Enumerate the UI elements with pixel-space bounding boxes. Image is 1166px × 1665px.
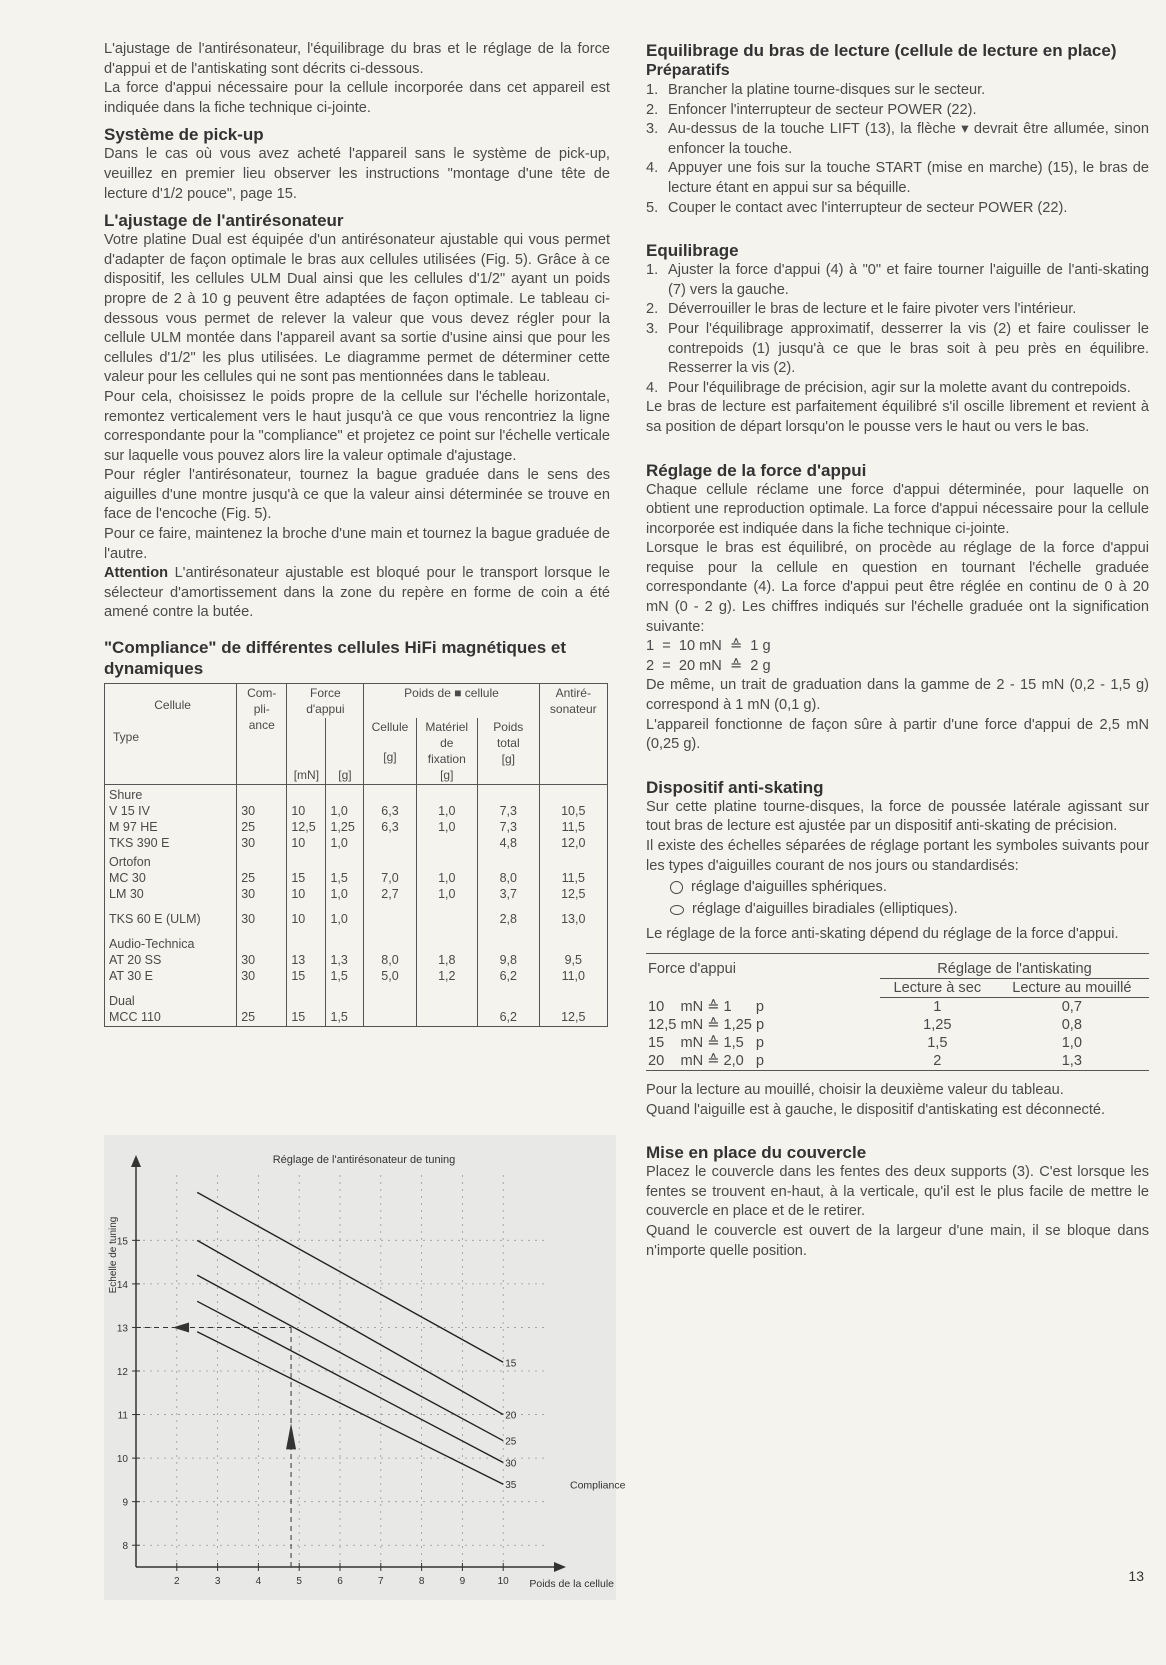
attention-label: Attention [104, 565, 169, 582]
tuning-chart [104, 1135, 626, 1600]
antiresonator-paragraph-1: Votre platine Dual est équipée d'un antirésonateur ajustable qui vous permet d'adapter de façon optimale le bras aux cellules utilisées (Fig. 5). Grâce à ce dispositif, les cellules ULM Dual ainsi que les cellules d'1/2" ayant un poids propre de 2 à 10 g peuvent être adaptées de façon optimale. Le tableau ci-dessous vous permet de relever la valeur que vous devez régler pour la cellule ULM montée dans l'appareil avant sa sortie d'usine ainsi que pour les cellules d'1/2" les plus utilisées. Le diagramme permet de déterminer cette valeur pour les cellules qui ne sont pas mentionnées dans le tableau. [104, 232, 610, 386]
cell-total: 9,8 6,2 [478, 928, 540, 985]
x-tick-label: 6 [337, 1576, 343, 1587]
cell-anti: 10,5 11,5 12,0 [539, 785, 607, 853]
unit-g: [g] [501, 752, 515, 767]
antiskating-table-row [646, 997, 1149, 1016]
anti-cell-sec: 1,25 [923, 1016, 952, 1033]
cell-mn: 10 [287, 903, 326, 928]
col-poids-total: Poids total [493, 720, 524, 751]
antiskating-paragraph-2: Il existe des échelles séparées de réglage portant les symboles suivants pour les types d'aiguilles courant de nos jours ou standardisés: [646, 838, 1149, 874]
list-item-text: Pour l'équilibrage approximatif, desserrer la vis (2) et faire coulisser le contrepoids (1) jusqu'à ce que le bras soit à peu près en équilibre. Resserrer la vis (2). [668, 320, 1149, 377]
page-number: 13 [1128, 1568, 1144, 1584]
cell-mn: 15 [287, 985, 326, 1027]
compliance-table-row [105, 852, 608, 903]
attention-text: L'antirésonateur ajustable est bloqué pour le transport lorsque le sélecteur d'amortissement dans la zone du repère en forme de coin a été amené contre la butée. [104, 565, 610, 621]
list-item [646, 300, 1149, 320]
attention-paragraph [104, 564, 610, 623]
cell-mat: 1,8 1,2 [416, 928, 478, 985]
x-tick-label: 8 [418, 1576, 425, 1587]
symbol-spherical-row [670, 878, 1149, 898]
y-tick-label: 14 [116, 1279, 128, 1291]
y-tick-label: 8 [122, 1541, 128, 1553]
cell-anti: 13,0 [539, 903, 607, 928]
list-item-text: Au-dessus de la touche LIFT (13), la flèche ▾ devrait être allumée, sinon enfoncer la touche. [668, 121, 1149, 157]
compliance-line-30 [197, 1301, 503, 1462]
preparation-list [646, 81, 1149, 218]
force-paragraph-3: De même, un trait de graduation dans la gamme de 2 - 15 mN (0,2 - 1,5 g) correspond à 1 mN (0,1 g). [646, 677, 1149, 714]
compliance-line-20 [197, 1240, 503, 1414]
col-antiresonateur: Antiré-sonateur [539, 684, 607, 785]
col-materiel: Matériel de fixation [425, 720, 469, 767]
col-force-mn: [mN] [287, 718, 326, 785]
pickup-paragraph: Dans le cas où vous avez acheté l'appareil sans le système de pick-up, veuillez en premier lieu observer les instructions "montage d'une tête de lecture d'1/2 pouce", page 15. [104, 146, 610, 202]
list-item-text: Déverrouiller le bras de lecture et le faire pivoter vers l'intérieur. [668, 301, 1077, 318]
spherical-symbol-icon [670, 881, 683, 894]
cell-comp: 25 30 [237, 852, 287, 903]
anti-col-force: Force d'appui [648, 961, 736, 978]
cell-total: 7,3 7,3 4,8 [478, 785, 540, 853]
cell-g: 1,5 [326, 985, 364, 1027]
example-left-arrow-icon [173, 1322, 189, 1332]
x-tick-label: 7 [378, 1576, 384, 1587]
cell-mat: 1,0 1,0 [416, 852, 478, 903]
cell-mn: 15 10 [287, 852, 326, 903]
col-poids-cellule: Cellule [371, 720, 409, 735]
cell-cell: 7,0 2,7 [364, 852, 416, 903]
compliance-legend-label: Compliance [570, 1479, 626, 1492]
x-tick-label: 2 [174, 1576, 180, 1587]
example-up-arrow-icon [286, 1423, 296, 1449]
list-item-text: Appuyer une fois sur la touche START (mise en marche) (15), le bras de lecture étant en appui sur sa béquille. [668, 160, 1149, 196]
antiskating-table-row [646, 1034, 1149, 1052]
cell-cell: 6,3 6,3 [364, 785, 416, 853]
compliance-table-row [105, 785, 608, 853]
list-item [646, 320, 1149, 379]
list-item-text: Ajuster la force d'appui (4) à "0" et faire tourner l'aiguille de l'anti-skating (7) vers la gauche. [668, 262, 1149, 298]
cell-g: 1,3 1,5 [326, 928, 364, 985]
list-item [646, 120, 1149, 159]
list-item [646, 81, 1149, 101]
force-paragraph-2: Lorsque le bras est équilibré, on procède au réglage de la force d'appui requise pour la cellule en question en tournant l'échelle graduée correspondante (4). La force d'appui peut être réglée en continu de 0 à 20 mN (0 - 2 g). Les chiffres indiqués sur l'échelle graduée ont la signification suivante: [646, 540, 1149, 635]
list-item-number: 5. [646, 199, 659, 216]
unit-g: [g] [383, 750, 397, 765]
anti-cell-wet: 1,3 [1061, 1052, 1082, 1069]
equilibrage-conclusion: Le bras de lecture est parfaitement équilibré s'il oscille librement et revient à sa position de départ lorsqu'on le pousse vers le haut ou vers le bas. [646, 399, 1149, 435]
anti-cell-wet: 0,7 [1061, 998, 1082, 1015]
x-tick-label: 10 [497, 1576, 509, 1587]
cell-mat [416, 903, 478, 928]
cell-cell: 8,0 5,0 [364, 928, 416, 985]
cell-mn: 13 15 [287, 928, 326, 985]
list-item-text: Couper le contact avec l'interrupteur de secteur POWER (22). [668, 199, 1068, 216]
cell-cell [364, 985, 416, 1027]
y-tick-label: 10 [116, 1454, 128, 1466]
anti-cell-f: 20 mN ≙ 2,0 p [648, 1052, 765, 1069]
y-axis-arrow-icon [131, 1155, 141, 1167]
col-type: Type [113, 730, 140, 745]
compliance-line-25 [197, 1275, 503, 1441]
compliance-line-label: 20 [505, 1410, 517, 1422]
cell-anti: 11,5 12,5 [539, 852, 607, 903]
intro-paragraph-2: La force d'appui nécessaire pour la cellule incorporée dans cet appareil est indiquée dans la fiche technique ci-jointe. [104, 80, 610, 116]
anti-cell-wet: 1,0 [1061, 1034, 1082, 1051]
antiskating-paragraph-4: Pour la lecture au mouillé, choisir la deuxième valeur du tableau. [646, 1081, 1064, 1098]
cell-comp: 30 25 30 [237, 785, 287, 853]
intro-paragraph-1: L'ajustage de l'antirésonateur, l'équilibrage du bras et le réglage de la force d'appui et de l'antiskating sont décrits ci-dessous. [104, 41, 610, 77]
cell-total: 6,2 [478, 985, 540, 1027]
elliptical-symbol-icon [670, 905, 684, 915]
cell-type: Ortofon MC 30 LM 30 [105, 852, 237, 903]
cell-type: TKS 60 E (ULM) [105, 903, 237, 928]
force-paragraph-1: Chaque cellule réclame une force d'appui déterminée, pour laquelle on obtient une reproduction optimale. La force d'appui nécessaire pour la cellule incorporée est indiquée dans la fiche technique ci-jointe. [646, 481, 1149, 537]
equilibrage-heading: Equilibrage [646, 241, 739, 261]
list-item [646, 199, 1149, 219]
compliance-line-label: 25 [505, 1436, 517, 1448]
x-axis-label: Poids de la cellule [529, 1578, 614, 1590]
chart-title: Réglage de l'antirésonateur de tuning [272, 1154, 456, 1166]
col-compliance: Com-pli-ance [237, 684, 287, 785]
cell-mat: 1,0 1,0 [416, 785, 478, 853]
antiskating-heading: Dispositif anti-skating [646, 777, 824, 797]
symbol-elliptical-row [670, 900, 1149, 920]
tuning-diagram [104, 1135, 626, 1600]
right-column [646, 40, 1149, 1261]
list-item [646, 379, 1149, 399]
compliance-table-row [105, 903, 608, 928]
compliance-line-label: 35 [505, 1480, 517, 1492]
y-tick-label: 13 [116, 1323, 128, 1335]
cell-cell [364, 903, 416, 928]
compliance-line-label: 15 [505, 1358, 517, 1370]
y-axis-label: Echelle de tuning [108, 1216, 119, 1294]
cell-g: 1,0 [326, 903, 364, 928]
anti-cell-sec: 2 [933, 1052, 942, 1069]
antiskating-paragraph-1: Sur cette platine tourne-disques, la force de poussée latérale agissant sur tout bras de lecture est ajustée par un dispositif anti-skating de précision. [646, 798, 1149, 835]
cell-type: Audio-Technica AT 20 SS AT 30 E [105, 928, 237, 985]
col-cellule: Cellule [154, 698, 191, 713]
x-tick-label: 3 [214, 1576, 221, 1587]
x-axis-arrow-icon [554, 1562, 566, 1572]
col-force-g: [g] [326, 718, 364, 785]
y-tick-label: 11 [117, 1410, 128, 1422]
list-item [646, 101, 1149, 121]
list-item-number: 4. [646, 160, 659, 177]
cell-total: 2,8 [478, 903, 540, 928]
preparation-heading: Préparatifs [646, 62, 730, 79]
anti-cell-sec: 1,5 [927, 1034, 948, 1051]
cell-anti: 9,5 11,0 [539, 928, 607, 985]
list-item-number: 3. [646, 121, 659, 138]
anti-col-wet: Lecture au mouillé [995, 978, 1149, 997]
symbol-spherical-text: réglage d'aiguilles sphériques. [691, 879, 887, 896]
equilibrage-list [646, 261, 1149, 398]
left-column [104, 40, 610, 1027]
list-item-number: 4. [646, 379, 659, 396]
list-item-text: Brancher la platine tourne-disques sur le secteur. [668, 82, 986, 98]
cover-heading: Mise en place du couvercle [646, 1143, 867, 1163]
cell-type: Dual MCC 110 [105, 985, 237, 1027]
compliance-line-35 [197, 1332, 503, 1484]
cover-paragraph-2: Quand le couvercle est ouvert de la largeur d'une main, il se bloque dans n'importe quelle position. [646, 1222, 1149, 1259]
antiresonator-paragraph-2: Pour cela, choisissez le poids propre de la cellule sur l'échelle horizontale, remontez verticalement vers le haut jusqu'à ce que vous rencontriez la ligne correspondante pour la "compliance" et projetez ce point sur l'échelle verticale sur laquelle vous pouvez alors lire la valeur optimale d'ajustage. [104, 388, 610, 464]
compliance-table [104, 683, 608, 1027]
balance-heading: Equilibrage du bras de lecture (cellule de lecture en place) [646, 41, 1117, 60]
force-equation-2: 2 = 20 mN ≙ 2 g [646, 657, 771, 674]
cell-mn: 10 12,5 10 [287, 785, 326, 853]
list-item-text: Pour l'équilibrage de précision, agir sur la molette avant du contrepoids. [668, 379, 1131, 396]
list-item-number: 2. [646, 301, 659, 318]
list-item-number: 1. [646, 262, 659, 279]
list-item-number: 1. [646, 82, 659, 98]
list-item [646, 159, 1149, 198]
list-item-number: 3. [646, 320, 659, 337]
anti-cell-f: 15 mN ≙ 1,5 p [648, 1034, 765, 1051]
y-tick-label: 9 [122, 1497, 128, 1509]
cell-type: Shure V 15 IV M 97 HE TKS 390 E [105, 785, 237, 853]
cell-comp: 30 30 [237, 928, 287, 985]
antiskating-table-row [646, 1016, 1149, 1034]
cell-mat [416, 985, 478, 1027]
compliance-table-heading: "Compliance" de différentes cellules HiFi magnétiques et dynamiques [104, 638, 567, 679]
cell-total: 8,0 3,7 [478, 852, 540, 903]
col-force: Force d'appui [287, 684, 364, 719]
antiskating-table [646, 953, 1149, 1071]
list-item-text: Enfoncer l'interrupteur de secteur POWER (22). [668, 101, 977, 118]
anti-cell-wet: 0,8 [1061, 1016, 1082, 1033]
anti-col-sec: Lecture à sec [880, 978, 995, 997]
force-heading: Réglage de la force d'appui [646, 460, 867, 480]
force-paragraph-4: L'appareil fonctionne de façon sûre à partir d'une force d'appui de 2,5 mN (0,25 g). [646, 716, 1149, 753]
y-tick-label: 12 [116, 1367, 128, 1378]
compliance-line-label: 30 [505, 1458, 517, 1470]
list-item [646, 261, 1149, 300]
symbol-elliptical-text: réglage d'aiguilles biradiales (elliptiques). [692, 900, 958, 917]
col-poids: Poids de ■ cellule [364, 684, 539, 719]
list-item-number: 2. [646, 101, 659, 118]
antiskating-table-row [646, 1052, 1149, 1071]
anti-cell-sec: 1 [933, 998, 942, 1015]
anti-col-reglage: Réglage de l'antiskating [937, 960, 1092, 977]
antiskating-paragraph-3: Le réglage de la force anti-skating dépend du réglage de la force d'appui. [646, 926, 1119, 943]
antiresonator-paragraph-4: Pour ce faire, maintenez la broche d'une main et tournez la bague graduée de l'autre. [104, 526, 610, 562]
cover-paragraph-1: Placez le couvercle dans les fentes des deux supports (3). C'est lorsque les fentes se trouvent en-haut, à la verticale, qu'il est le plus facile de mettre le couvercle en place et de le retirer. [646, 1164, 1149, 1220]
anti-cell-f: 12,5 mN ≙ 1,25 p [648, 1016, 765, 1033]
compliance-table-row [105, 928, 608, 985]
cell-g: 1,5 1,0 [326, 852, 364, 903]
antiresonator-heading: L'ajustage de l'antirésonateur [104, 211, 344, 231]
cell-comp: 30 [237, 903, 287, 928]
cell-g: 1,0 1,25 1,0 [326, 785, 364, 853]
antiskating-paragraph-5: Quand l'aiguille est à gauche, le dispositif d'antiskating est déconnecté. [646, 1101, 1106, 1118]
y-tick-label: 15 [116, 1236, 128, 1248]
force-equation-1: 1 = 10 mN ≙ 1 g [646, 638, 771, 655]
unit-g: [g] [440, 768, 454, 783]
x-tick-label: 4 [255, 1576, 262, 1587]
anti-cell-f: 10 mN ≙ 1 p [648, 998, 765, 1015]
x-tick-label: 9 [459, 1576, 466, 1587]
compliance-table-row [105, 985, 608, 1027]
compliance-line-15 [197, 1192, 503, 1362]
cell-comp: 25 [237, 985, 287, 1027]
antiresonator-paragraph-3: Pour régler l'antirésonateur, tournez la bague graduée dans le sens des aiguilles d'une montre jusqu'à ce que la valeur ainsi déterminée se trouve en face de l'encoche (Fig. 5). [104, 467, 610, 523]
pickup-heading: Système de pick-up [104, 125, 264, 145]
cell-anti: 12,5 [539, 985, 607, 1027]
x-tick-label: 5 [296, 1576, 302, 1587]
